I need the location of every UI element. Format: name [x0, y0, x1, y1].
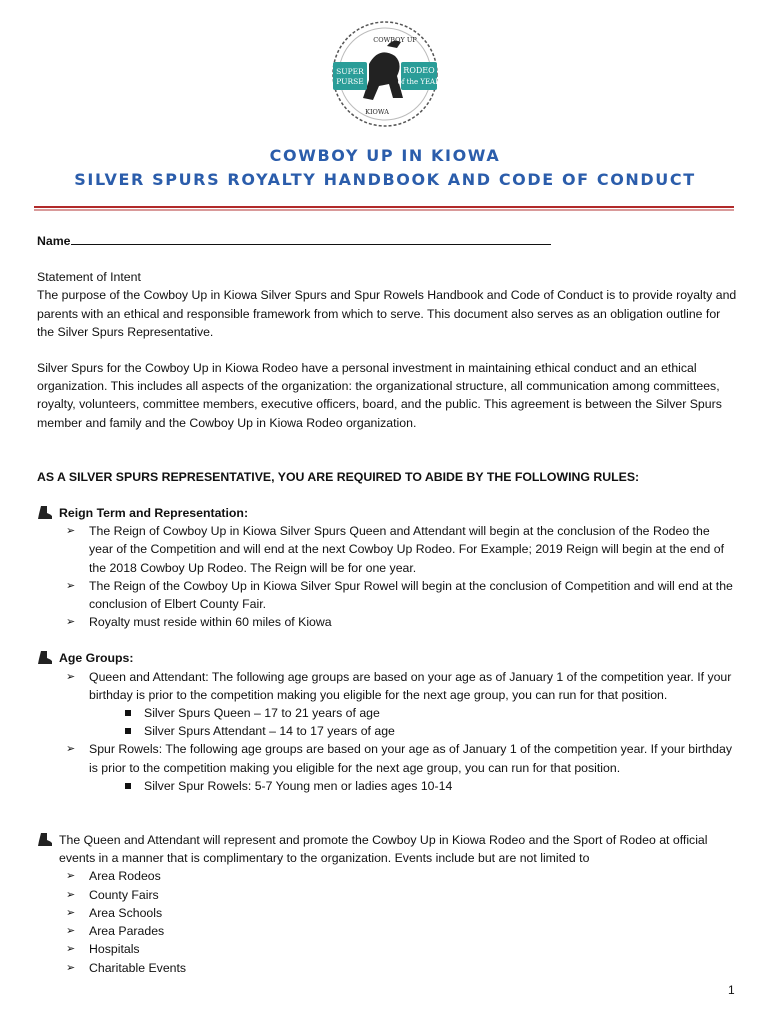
header-divider — [34, 206, 734, 208]
arrow-bullet-icon: ➢ — [66, 743, 76, 756]
list-item: ➢ Area Parades — [37, 922, 737, 940]
cowboy-boot-icon — [37, 651, 53, 665]
events-section — [37, 831, 737, 867]
logo-year: of the YEAR — [397, 78, 441, 86]
logo-kiowa: KIOWA — [365, 108, 389, 116]
arrow-bullet-icon: ➢ — [66, 943, 76, 956]
cowboy-boot-icon — [37, 506, 53, 520]
arrow-bullet-icon: ➢ — [66, 961, 76, 974]
age-groups-heading: Age Groups: — [59, 651, 134, 666]
list-item: ➢ Spur Rowels: The following age groups are based on your age as of January 1 of the competition year. If your birthday is prior to the competition making you eligible for the next age group, you can run for that position. — [66, 742, 733, 775]
sub-list-item: Silver Spurs Queen – 17 to 21 years of age — [37, 704, 737, 722]
arrow-bullet-icon: ➢ — [66, 870, 76, 883]
name-blank-line[interactable] — [71, 232, 551, 245]
reign-section — [37, 504, 737, 522]
name-field[interactable] — [37, 232, 737, 250]
square-bullet-icon — [125, 783, 131, 789]
events-intro: The Queen and Attendant will represent and promote the Cowboy Up in Kiowa Rodeo and the Sport of Rodeo at official events in a manner that is complimentary to the organization. Events include but are not limited to — [59, 833, 708, 866]
sub-list-item: Silver Spurs Attendant – 14 to 17 years of age — [37, 722, 737, 740]
name-label: Name — [37, 234, 71, 248]
list-item: ➢ Hospitals — [37, 940, 737, 958]
list-item: ➢ Charitable Events — [37, 959, 737, 977]
list-item: ➢ Queen and Attendant: The following age groups are based on your age as of January 1 of the competition year. If your birthday is prior to the competition making you eligible for the next age group, you can run for that position. — [66, 669, 732, 702]
sub-list-item: Silver Spur Rowels: 5-7 Young men or ladies ages 10-14 — [37, 777, 737, 795]
statement-paragraph: The purpose of the Cowboy Up in Kiowa Silver Spurs and Spur Rowels Handbook and Code of Conduct is to provide royalty and parents with an ethical and responsible framework from which to serve. This document also serves as an obligation outline for the Silver Spurs Representative. — [37, 288, 737, 339]
statement-heading: Statement of Intent — [37, 270, 141, 285]
list-item: ➢ Royalty must reside within 60 miles of Kiowa — [37, 613, 737, 631]
document-title: COWBOY UP IN KIOWA — [269, 146, 501, 165]
arrow-bullet-icon: ➢ — [66, 579, 76, 592]
list-item: ➢ The Reign of the Cowboy Up in Kiowa Silver Spur Rowel will begin at the conclusion of Competition and will end at the conclusion of Elbert County Fair. — [66, 578, 733, 612]
arrow-bullet-icon: ➢ — [66, 616, 76, 629]
reign-heading: Reign Term and Representation: — [59, 506, 249, 521]
list-item: ➢ The Reign of Cowboy Up in Kiowa Silver Spurs Queen and Attendant will begin at the conclusion of the Rodeo the year of the Competition and will end at the next Cowboy Up Rodeo. For Example; 2019 Reign will begin at the end of the 2018 Cowboy Up Rodeo. The Reign will be for one year. — [66, 524, 725, 575]
cowboy-boot-icon — [37, 833, 53, 847]
document-subtitle: SILVER SPURS ROYALTY HANDBOOK AND CODE OF CONDUCT — [74, 170, 696, 189]
cowboy-up-rodeo-logo — [329, 18, 441, 132]
page-number: 1 — [728, 983, 735, 997]
square-bullet-icon — [125, 710, 131, 716]
arrow-bullet-icon: ➢ — [66, 888, 76, 901]
rules-heading: AS A SILVER SPURS REPRESENTATIVE, YOU ARE REQUIRED TO ABIDE BY THE FOLLOWING RULES: — [37, 469, 640, 484]
list-item: ➢ Area Schools — [37, 904, 737, 922]
logo-purse: PURSE — [336, 77, 364, 86]
logo-cowboy-up: COWBOY UP — [373, 36, 417, 44]
commitment-paragraph: Silver Spurs for the Cowboy Up in Kiowa Rodeo have a personal investment in maintaining ethical conduct and an ethical organization. This includes all aspects of the organization: the organizational structure, all communication among committees, royalty, volunteers, committee members, executive officers, board, and the public. This agreement is between the Silver Spurs member and family and the Cowboy Up in Kiowa Rodeo organization. — [37, 361, 722, 430]
list-item: ➢ Area Rodeos — [37, 867, 737, 885]
square-bullet-icon — [125, 728, 131, 734]
arrow-bullet-icon: ➢ — [66, 525, 76, 538]
logo-rodeo: RODEO — [403, 66, 435, 75]
age-groups-section — [37, 649, 737, 667]
arrow-bullet-icon: ➢ — [66, 925, 76, 938]
list-item: ➢ County Fairs — [37, 886, 737, 904]
header-divider-shadow — [34, 209, 734, 211]
document-body — [37, 232, 737, 977]
arrow-bullet-icon: ➢ — [66, 906, 76, 919]
logo-super: SUPER — [336, 67, 364, 76]
arrow-bullet-icon: ➢ — [66, 670, 76, 683]
